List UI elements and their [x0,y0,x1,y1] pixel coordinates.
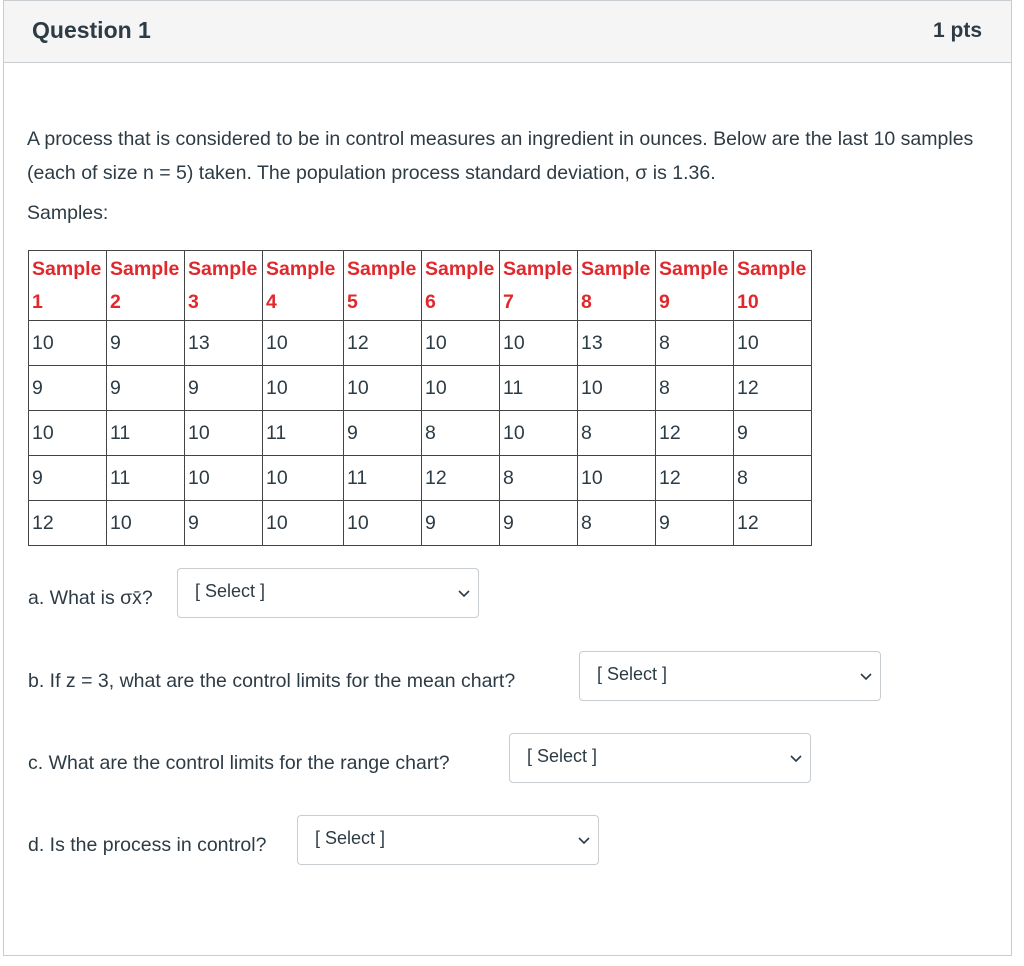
table-cell: 10 [29,411,107,456]
header-word: Sample [425,258,495,280]
samples-label: Samples: [27,202,109,224]
header-number: 5 [347,291,358,313]
table-header-row [29,251,812,321]
table-cell: 8 [656,321,734,366]
table-cell: 10 [29,321,107,366]
table-cell: 9 [656,501,734,546]
table-cell: 10 [734,321,812,366]
table-header-cell [422,251,500,321]
table-header-cell [578,251,656,321]
part-d-label: d. Is the process in control? [28,834,267,856]
header-word: Sample [188,258,258,280]
table-cell: 12 [734,501,812,546]
table-header-cell [734,251,812,321]
table-cell: 9 [29,366,107,411]
table-cell: 8 [734,456,812,501]
table-cell: 10 [344,366,422,411]
table-cell: 9 [185,366,263,411]
question-stem: A process that is considered to be in control measures an ingredient in ounces. Below are the last 10 samples (each of size n = 5) taken. The population process standard deviation, σ is 1.36. [27,128,974,184]
table-body [29,321,812,546]
table-cell: 12 [29,501,107,546]
table-row [29,501,812,546]
table-cell: 9 [422,501,500,546]
part-d-select[interactable] [297,815,599,865]
table-cell: 8 [578,501,656,546]
table-cell: 10 [422,366,500,411]
table-header-cell [500,251,578,321]
part-b-select[interactable] [579,651,881,701]
chevron-down-icon [859,669,873,683]
table-cell: 10 [185,411,263,456]
table-cell: 12 [734,366,812,411]
header-word: Sample [266,258,336,280]
header-number: 9 [659,291,670,313]
table-cell: 10 [185,456,263,501]
question-title: Question 1 [32,17,151,43]
table-cell: 8 [578,411,656,456]
header-number: 1 [32,291,43,313]
table-cell: 8 [500,456,578,501]
header-word: Sample [347,258,417,280]
table-cell: 8 [422,411,500,456]
table-header-cell [107,251,185,321]
header-word: Sample [737,258,807,280]
header-number: 4 [266,291,277,313]
table-cell: 9 [734,411,812,456]
header-number: 6 [425,291,436,313]
table-row [29,321,812,366]
table-cell: 13 [578,321,656,366]
header-number: 7 [503,291,514,313]
header-number: 2 [110,291,121,313]
table-header-cell [344,251,422,321]
table-cell: 10 [263,501,344,546]
table-cell: 10 [500,411,578,456]
table-cell: 9 [107,321,185,366]
header-word: Sample [110,258,180,280]
table-cell: 10 [263,321,344,366]
table-cell: 9 [500,501,578,546]
part-a-label: a. What is σx̄? [28,587,153,609]
table-cell: 11 [344,456,422,501]
part-a-select[interactable] [177,568,479,618]
question-header [4,1,1011,63]
header-number: 3 [188,291,199,313]
chevron-down-icon [577,833,591,847]
part-c-select[interactable] [509,733,811,783]
table-header-cell [656,251,734,321]
header-word: Sample [581,258,651,280]
table-header-cell [263,251,344,321]
table-cell: 10 [263,456,344,501]
table-cell: 10 [263,366,344,411]
table-cell: 12 [422,456,500,501]
table-cell: 11 [263,411,344,456]
table-cell: 10 [578,456,656,501]
table-row [29,366,812,411]
header-number: 8 [581,291,592,313]
table-row [29,411,812,456]
table-cell: 10 [500,321,578,366]
part-d-select-value: [ Select ] [315,828,386,848]
table-cell: 11 [107,411,185,456]
table-cell: 13 [185,321,263,366]
header-word: Sample [32,258,102,280]
part-c-select-value: [ Select ] [527,746,598,766]
table-header-cell [29,251,107,321]
chevron-down-icon [789,751,803,765]
table-cell: 10 [578,366,656,411]
table-cell: 11 [107,456,185,501]
table-cell: 8 [656,366,734,411]
header-number: 10 [737,291,759,313]
part-b-label: b. If z = 3, what are the control limits for the mean chart? [28,670,516,692]
table-cell: 10 [422,321,500,366]
table-header-cell [185,251,263,321]
table-cell: 9 [185,501,263,546]
question-points: 1 pts [932,19,982,42]
table-cell: 11 [500,366,578,411]
header-word: Sample [503,258,573,280]
table-cell: 10 [107,501,185,546]
part-c-label: c. What are the control limits for the range chart? [28,752,450,774]
part-b-select-value: [ Select ] [597,664,668,684]
samples-table [28,250,812,546]
table-row [29,456,812,501]
table-cell: 12 [344,321,422,366]
table-cell: 9 [344,411,422,456]
part-a-select-value: [ Select ] [195,581,266,601]
table-cell: 9 [29,456,107,501]
table-cell: 12 [656,456,734,501]
chevron-down-icon [457,586,471,600]
table-cell: 12 [656,411,734,456]
table-cell: 9 [107,366,185,411]
table-cell: 10 [344,501,422,546]
header-word: Sample [659,258,729,280]
